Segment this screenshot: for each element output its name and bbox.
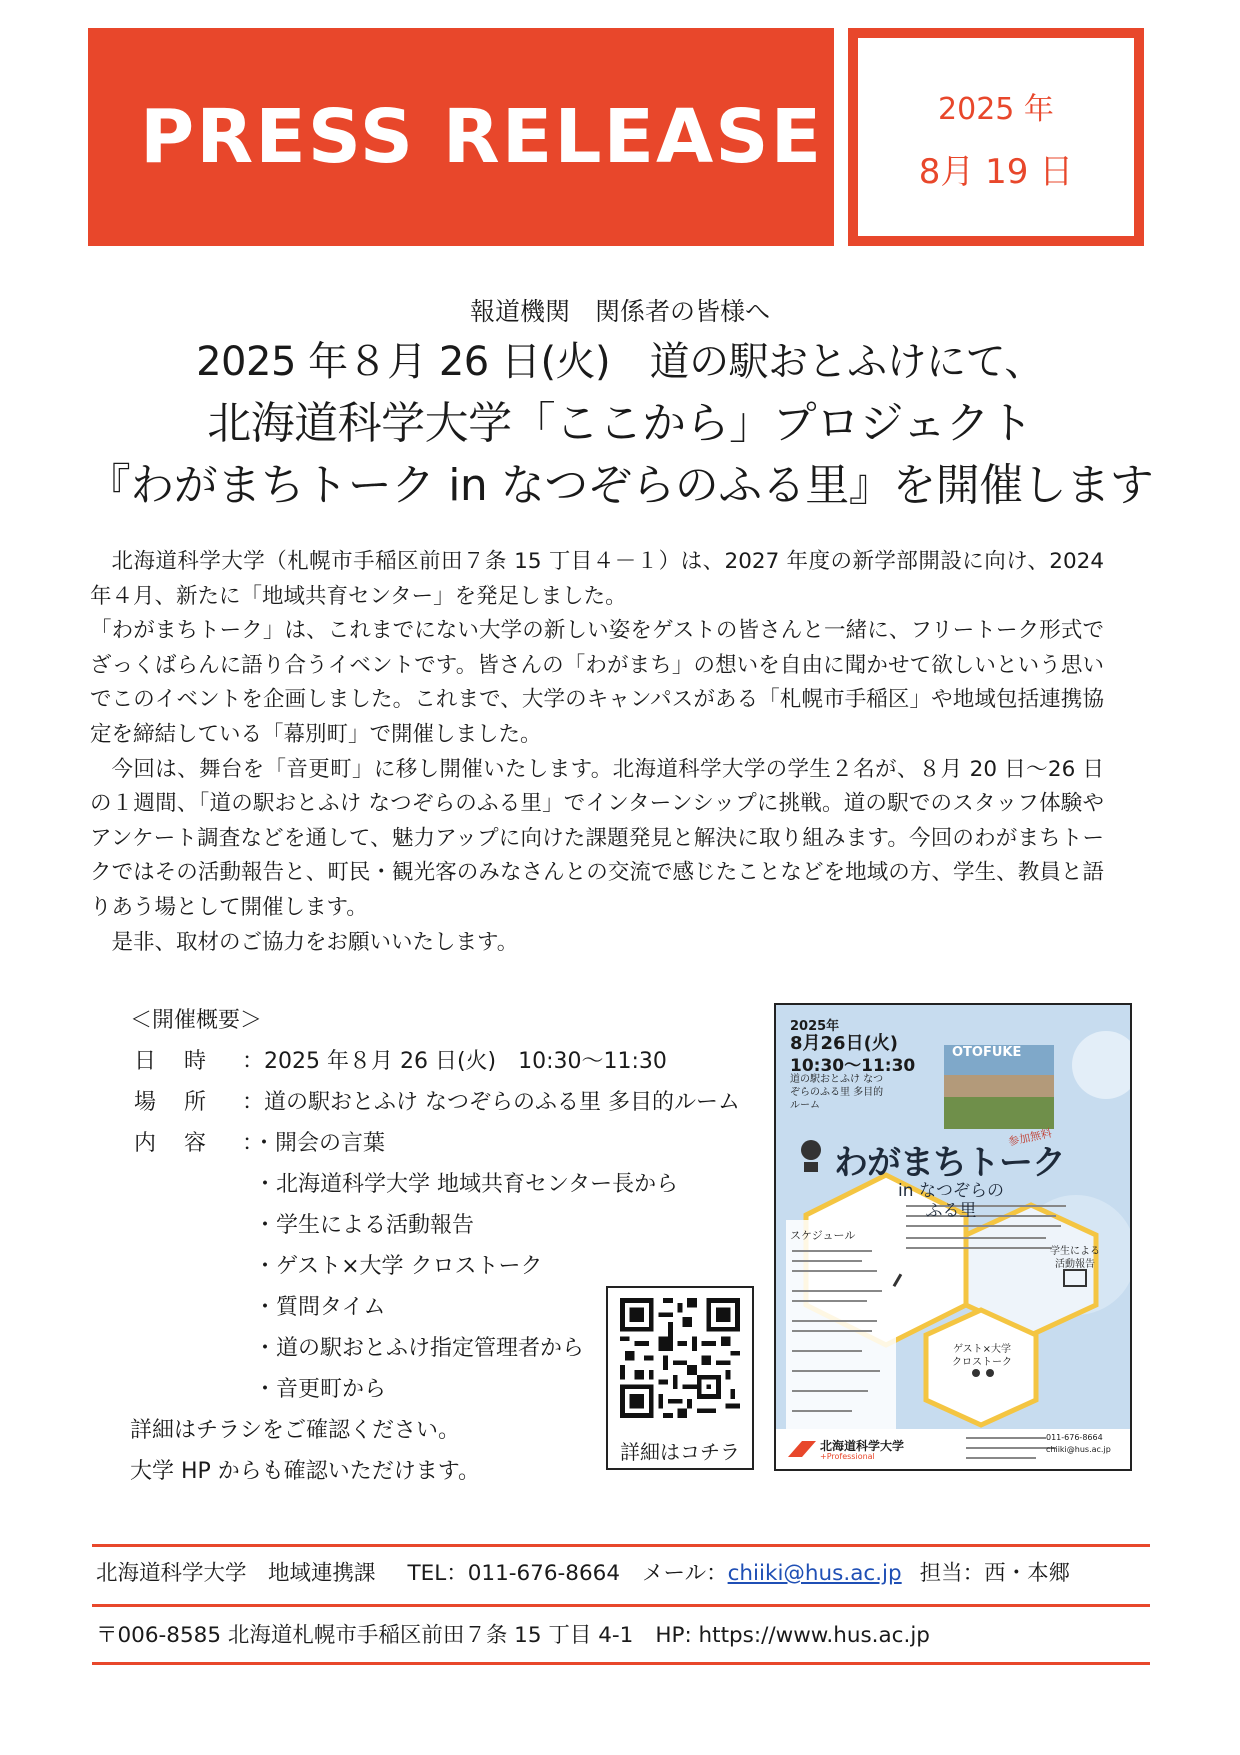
release-year: 2025 年 (938, 92, 1054, 127)
place-value: ：道の駅おとふけ なつぞらのふる里 多目的ルーム (242, 1090, 740, 1115)
footer-hp-link[interactable]: HP: https://www.hus.ac.jp (655, 1623, 930, 1648)
body-paragraph: 北海道科学大学（札幌市手稲区前田７条 15 丁目４－１）は、2027 年度の新学部開設に向け、2024 年４月、新たに「地域共育センター」を発足しました。 (90, 549, 1104, 609)
event-flyer (774, 1003, 1132, 1471)
content-label: 内容 (134, 1131, 235, 1156)
footer-contact (96, 1556, 1070, 1587)
flyer-free-badge: 参加無料 (1007, 1126, 1053, 1149)
flyer-photo-text: OTOFUKE (952, 1045, 1022, 1060)
body-paragraph: 「わがまちトーク」は、これまでにない大学の新しい姿をゲストの皆さんと一緒に、フリートーク形式でざっくばらんに語り合うイベントです。皆さんの「わがまち」の想いを自由に聞かせて欲しいという思いでこのイベントを企画しました。これまで、大学のキャンパスがある「札幌市手稲区」や地域包括連携協定を締結している「幕別町」で開催しました。 (90, 618, 1104, 747)
date-value: ：2025 年８月 26 日(火) 10:30～11:30 (242, 1049, 667, 1074)
footer-divider (92, 1662, 1150, 1665)
content-item: ・ゲスト×大学 クロストーク (254, 1254, 543, 1279)
flyer-title: わがまちトーク (834, 1143, 1065, 1183)
flyer-hex-student: 学生による 活動報告 (1050, 1246, 1100, 1270)
flyer-year: 2025年 (790, 1019, 840, 1034)
footer-mail-link[interactable]: chiiki@hus.ac.jp (727, 1561, 902, 1586)
date-label: 日時 (134, 1049, 235, 1074)
flyer-contact-tel: 011-676-8664 (1046, 1433, 1103, 1442)
flyer-schedule-heading: スケジュール (790, 1229, 856, 1242)
addressee: 報道機関 関係者の皆様へ (469, 297, 770, 326)
date-box (848, 28, 1144, 246)
note-hp: 大学 HP からも確認いただけます。 (130, 1459, 481, 1484)
footer-divider (92, 1604, 1150, 1607)
content-item: ・北海道科学大学 地域共育センター長から (254, 1172, 679, 1197)
footer-tel: TEL：011-676-8664 (407, 1561, 621, 1586)
content-item: ・道の駅おとふけ指定管理者から (254, 1336, 585, 1361)
body-paragraph: 是非、取材のご協力をお願いいたします。 (111, 929, 519, 955)
press-release-title: PRESS RELEASE (140, 94, 824, 180)
flyer-subtitle: in なつぞらの ふる里 (898, 1181, 1004, 1221)
content-item: ・学生による活動報告 (254, 1213, 475, 1238)
note-flyer: 詳細はチラシをご確認ください。 (130, 1418, 461, 1443)
footer-org: 北海道科学大学 地域連携課 (96, 1561, 376, 1586)
headline-line-3: 『わがまちトーク in なつぞらのふる里』を開催します (86, 460, 1154, 511)
headline-line-2: 北海道科学大学「ここから」プロジェクト (207, 398, 1033, 449)
footer-divider (92, 1544, 1150, 1547)
flyer-venue: 道の駅おとふけ なつぞらのふる里 多目的ルーム (790, 1074, 884, 1111)
release-date: 8月 19 日 (918, 152, 1074, 192)
footer-address-line (96, 1618, 930, 1649)
flyer-hex-crosstalk: ゲスト×大学 クロストーク (952, 1344, 1012, 1368)
content-item: ・質問タイム (254, 1295, 386, 1320)
content-item: ：・開会の言葉 (242, 1131, 386, 1156)
flyer-contact-mail: chiiki@hus.ac.jp (1046, 1445, 1111, 1454)
flyer-time: 10:30～11:30 (790, 1056, 916, 1076)
footer-address: 〒006-8585 北海道札幌市手稲区前田７条 15 丁目 4-1 (96, 1623, 634, 1648)
place-label: 場所 (134, 1090, 235, 1115)
footer-contact-person: 担当：西・本郷 (919, 1561, 1071, 1586)
content-item: ・音更町から (254, 1377, 387, 1402)
body-paragraph: 今回は、舞台を「音更町」に移し開催いたします。北海道科学大学の学生２名が、８月 20 日～26 日の１週間、「道の駅おとふけ なつぞらのふる里」でインターンシップに挑戦。道の駅でのスタッフ体験やアンケート調査などを通して、魅力アップに向けた課題発見と解決に取り組みます。今回のわがまちトークではその活動報告と、町民・観光客のみなさんとの交流で感じたことなどを地域の方、学生、教員と語りあう場として開催します。 (90, 756, 1104, 920)
headline-line-1: 2025 年８月 26 日(火) 道の駅おとふけにて、 (196, 339, 1044, 385)
flyer-date: 8月26日(火) (790, 1033, 899, 1054)
flyer-logo-sub: +Professional (820, 1452, 875, 1461)
flyer-logo: 北海道科学大学 (820, 1439, 905, 1453)
qr-caption: 詳細はコチラ (620, 1440, 740, 1464)
qr-code-icon[interactable] (620, 1298, 740, 1418)
body-text (90, 545, 1104, 960)
footer-mail-label: メール： (642, 1561, 728, 1586)
outline-heading: ＜開催概要＞ (130, 1008, 263, 1033)
